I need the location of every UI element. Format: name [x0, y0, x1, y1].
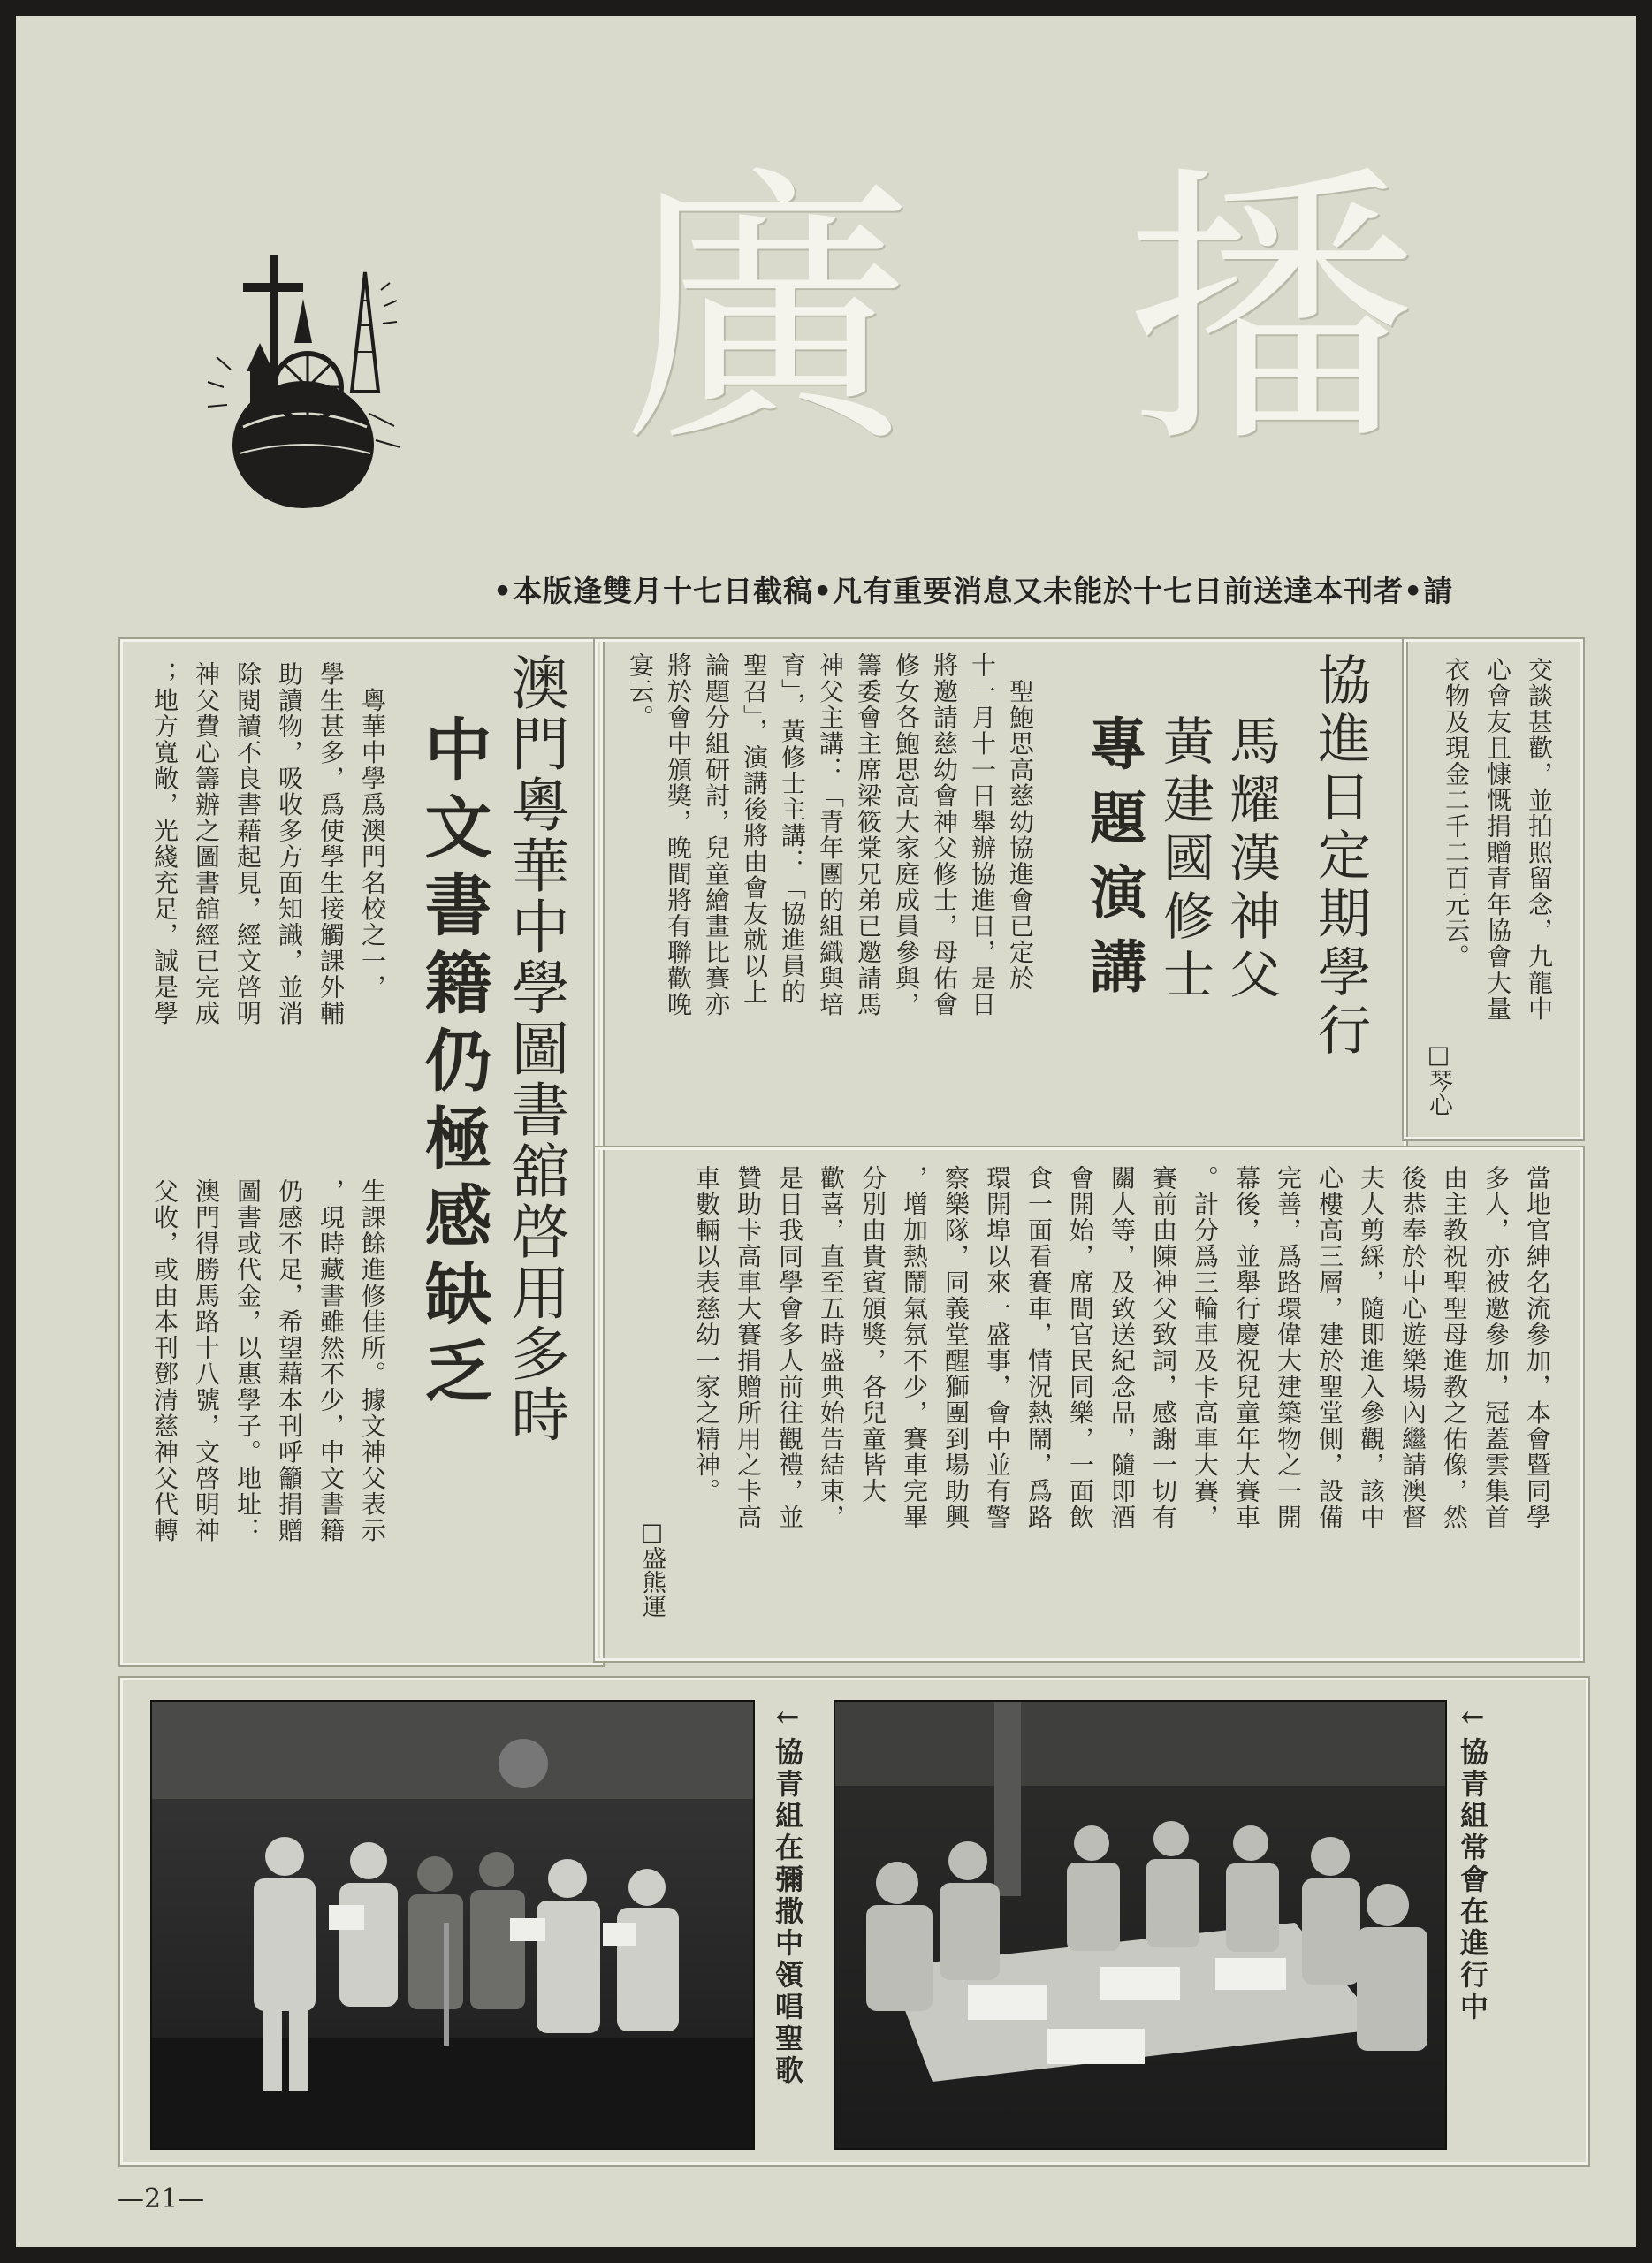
carry-article-byline: □琴心	[1425, 1041, 1452, 1116]
event-line: 歡喜，直至五時盛典始告結束，	[817, 1165, 846, 1530]
deadline-notice: •本版逢雙月十七日截稿•凡有重要消息又未能於十七日前送達本刊者•請	[493, 574, 1454, 608]
lecture-line: 將邀請慈幼會神父修士，母佑會	[930, 652, 959, 1017]
page-number: —21—	[118, 2183, 205, 2214]
meeting-photo-image	[835, 1702, 1445, 2148]
event-line: 關人等，及致送紀念品，隨即酒	[1108, 1165, 1137, 1530]
library-subtitle: 中文書籍仍極感缺乏	[414, 714, 492, 1414]
lecture-line: 育」，黃修士主講：「協進員的	[778, 652, 807, 1005]
library-line: 粵華中學爲澳門名校之一，	[358, 661, 387, 1001]
meeting-photo-caption: ←協青組常會在進行中	[1456, 1700, 1489, 2023]
library-line: 仍感不足，希望藉本刊呼籲捐贈	[275, 1178, 304, 1543]
library-line: ，現時藏書雖然不少，中文書籍	[316, 1178, 346, 1543]
church-globe-antenna-logo	[188, 237, 431, 520]
library-line: 生課餘進修佳所。據文神父表示	[358, 1178, 387, 1543]
event-line: 當地官紳名流參加，本會暨同學	[1523, 1165, 1552, 1530]
masthead-char-2: 播	[1125, 142, 1417, 482]
lecture-line: 籌委會主席梁筱棠兄弟已邀請馬	[854, 652, 883, 1017]
library-line: 父收，或由本刊鄧清慈神父代轉	[150, 1178, 179, 1543]
event-line: 會開始，席間官民同樂，一面飲	[1066, 1165, 1095, 1530]
event-line: 察樂隊，同義堂醒獅團到場助興	[941, 1165, 971, 1530]
choir-photo-image	[152, 1702, 753, 2148]
event-line: 心樓高三層，建於聖堂側，設備	[1315, 1165, 1344, 1530]
lecture-speaker-2: 黃建國修士	[1154, 714, 1214, 1006]
magazine-page	[16, 16, 1636, 2247]
library-line: ；地方寬敞，光綫充足，誠是學	[150, 661, 179, 1026]
library-line: 除閱讀不良書藉起見，經文啓明	[233, 661, 263, 1026]
lecture-line: 聖鮑思高慈幼協進會已定於	[1006, 652, 1035, 992]
event-body	[613, 1165, 1558, 1625]
lecture-line: 十一月十一日舉辦協進日，是日	[968, 652, 997, 1017]
library-body-top	[144, 661, 393, 1156]
library-title: 澳門粵華中學圖書舘啓用多時	[501, 652, 569, 1445]
lecture-title: 協進日定期學行	[1309, 652, 1371, 1061]
carry-article-line-1: 交談甚歡，並拍照留念，九龍中	[1525, 657, 1554, 1022]
event-line: 車數輛以表慈幼一家之精神。	[692, 1165, 721, 1505]
event-line: 是日我同學會多人前往觀禮，並	[775, 1165, 804, 1530]
lecture-body	[626, 652, 1041, 1121]
library-line: 助讀物，吸收多方面知識，並消	[275, 661, 304, 1026]
lecture-speaker-1: 馬耀漢神父	[1221, 714, 1281, 1006]
lecture-line: 修女各鮑思高大家庭成員參與，	[892, 652, 921, 1017]
event-line: 由主教祝聖聖母進教之佑像，然	[1440, 1165, 1469, 1530]
library-body-bottom	[144, 1178, 393, 1647]
masthead-char-1: 廣	[621, 142, 913, 482]
event-line: 環開埠以來一盛事，會中並有警	[983, 1165, 1012, 1530]
event-line: 後恭奉於中心遊樂場內繼請澳督	[1398, 1165, 1427, 1530]
event-line: 賽前由陳神父致詞，感謝一切有	[1149, 1165, 1178, 1530]
choir-photo	[150, 1700, 755, 2150]
carry-article-line-2: 心會友且慷慨捐贈青年協會大量	[1483, 657, 1512, 1022]
event-line: 多人，亦被邀參加，冠蓋雲集首	[1481, 1165, 1511, 1530]
event-line: 食一面看賽車，情況熱鬧，爲路	[1024, 1165, 1054, 1530]
event-line: 完善，爲路環偉大建築物之一開	[1274, 1165, 1303, 1530]
choir-photo-caption: ←協青組在彌撒中領唱聖歌	[771, 1700, 804, 2087]
event-line: ，增加熱鬧氣氛不少，賽車完畢	[900, 1165, 929, 1530]
lecture-line: 聖召」，演講後將由會友就以上	[740, 652, 769, 1005]
event-line: 幕後，並舉行慶祝兒童年大賽車	[1232, 1165, 1261, 1530]
library-line: 澳門得勝馬路十八號，文啓明神	[192, 1178, 221, 1543]
library-line: 圖書或代金，以惠學子。地址：	[233, 1178, 263, 1543]
carry-article-line-3: 衣物及現金二千二百元云。	[1442, 657, 1471, 970]
event-byline: □盛熊運	[638, 1519, 666, 1618]
lecture-line: 宴云。	[626, 652, 655, 731]
event-line: 。計分爲三輪車及卡高車大賽，	[1191, 1165, 1220, 1530]
lecture-subtitle: 專題演講	[1080, 714, 1146, 1011]
library-line: 學生甚多，爲使學生接觸課外輔	[316, 661, 346, 1026]
lecture-line: 論題分組研討，兒童繪畫比賽亦	[702, 652, 731, 1017]
meeting-photo	[834, 1700, 1447, 2150]
event-line: 分別由貴賓頒獎，各兒童皆大	[858, 1165, 887, 1505]
lecture-line: 神父主講：「青年團的組織與培	[816, 652, 845, 1017]
event-line: 夫人剪綵，隨即進入參觀，該中	[1357, 1165, 1386, 1530]
lecture-line: 將於會中頒獎，晚間將有聯歡晚	[664, 652, 693, 1017]
event-line: 贊助卡高車大賽捐贈所用之卡高	[734, 1165, 763, 1530]
library-line: 神父費心籌辦之圖書舘經已完成	[192, 661, 221, 1026]
